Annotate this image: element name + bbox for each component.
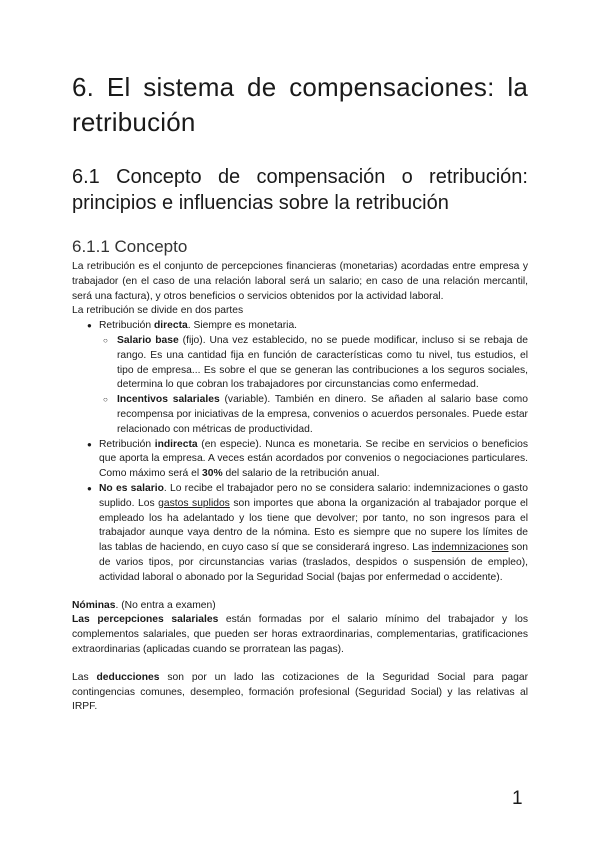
percepciones-paragraph xyxy=(72,613,528,657)
text: . Lo recibe el trabajador pero no se considera salario: indemnizaciones o gasto suplido. Los xyxy=(99,482,528,509)
list-item-no-es-salario xyxy=(72,482,528,586)
text: son de varios tipos, por circunstancias varias (traslados, despidos o suspensión de empleo), actividad laboral o abonado por la Seguridad Social (bajas por enfermedad o accidente). xyxy=(99,542,528,583)
underlined-term: gastos suplidos xyxy=(158,497,230,509)
subsection-heading: 6.1.1 Concepto xyxy=(72,237,188,256)
text: son por un lado las cotizaciones de la Seguridad Social para pagar contingencias comunes, desempleo, formación profesional (Seguridad Social) y las relativas al IRPF. xyxy=(72,671,528,713)
bold-text: Incentivos salariales xyxy=(117,394,220,406)
list-item-incentivos xyxy=(72,393,528,437)
section-heading-line1: 6.1 Concepto de compensación o retribución: xyxy=(72,166,528,188)
deducciones-paragraph xyxy=(72,671,528,715)
text: Las xyxy=(72,671,97,683)
list-item-directa xyxy=(72,319,528,334)
retribution-list-cont xyxy=(72,438,528,586)
text: Retribución xyxy=(99,438,155,450)
bold-text: Salario base xyxy=(117,334,179,346)
underlined-term: indemnizaciones xyxy=(431,542,509,554)
retribution-list xyxy=(72,319,528,334)
bold-text: deducciones xyxy=(96,671,160,683)
section-heading-line2: principios e influencias sobre la retribución xyxy=(72,192,449,214)
bold-text: 30% xyxy=(202,468,223,480)
bold-text: Las percepciones salariales xyxy=(72,614,219,626)
intro-paragraph: La retribución es el conjunto de percepciones financieras (monetarias) acordadas entre empresa y trabajador (en el caso de una relación laboral será un salario; en caso de una relación mercantil, será una factura), y otros beneficios o servicios obtenidos por la actividad laboral. xyxy=(72,261,528,302)
text: están formadas por el salario mínimo del trabajador y los complementos salariales, que pueden ser horas extraordinarias, complementarias, gratificaciones extraordinarias (aplicadas cuando se prorratean las pagas). xyxy=(72,614,528,655)
text: . (No entra a examen) xyxy=(115,599,216,611)
text: son importes que abona la organización al trabajador porque el empleado los ha adelantado y los tiene que devolver; por tanto, no son ingresos para el trabajador aunque vaya dentro de la nómina. Esto es siempre que no supere los límites de las tablas de haciendo, en cuyo caso sí que se considerará ingreso. Las xyxy=(99,497,528,554)
chapter-title-line1: 6. El sistema de compensaciones: la xyxy=(72,72,528,102)
spacer xyxy=(72,586,528,599)
text: (variable). También en dinero. Se añaden al salario base como recompensa por iniciativas de la empresa, convenios o acuerdos personales. Puede estar relacionado con métricas de productividad. xyxy=(117,394,528,435)
page-content xyxy=(72,70,528,715)
text: . Siempre es monetaria. xyxy=(187,320,298,332)
bold-text: directa xyxy=(153,320,188,332)
bold-text: No es salario xyxy=(99,482,164,494)
text: (en especie). Nunca es monetaria. Se recibe en servicios o beneficios que aporta la empresa. A veces están acordados por convenios o negociaciones particulares. Como máximo será el xyxy=(99,438,528,480)
bold-text: Nóminas xyxy=(72,599,116,611)
page-number: 1 xyxy=(512,788,523,809)
divide-line: La retribución se divide en dos partes xyxy=(72,305,244,317)
bold-text: indirecta xyxy=(154,438,198,450)
chapter-title-line2: retribución xyxy=(72,107,196,137)
nominas-line xyxy=(72,599,528,614)
directa-sublist xyxy=(72,334,528,438)
section-heading xyxy=(72,164,528,216)
list-item-indirecta xyxy=(72,438,528,482)
chapter-title xyxy=(72,70,528,140)
text: Retribución xyxy=(99,320,154,332)
text: del salario de la retribución anual. xyxy=(222,468,380,480)
list-item-salario-base xyxy=(72,334,528,393)
text: (fijo). Una vez establecido, no se puede modificar, incluso si se rebaja de rango. Es una cantidad fija en función de características como tu nivel, tus estudios, el tipo de empresa... Es sobre el que se generan las contribuciones a los seguros sociales, determina lo que cobran los trabajadores por circunstancias como enfermedad. xyxy=(117,334,529,391)
spacer xyxy=(72,658,528,671)
